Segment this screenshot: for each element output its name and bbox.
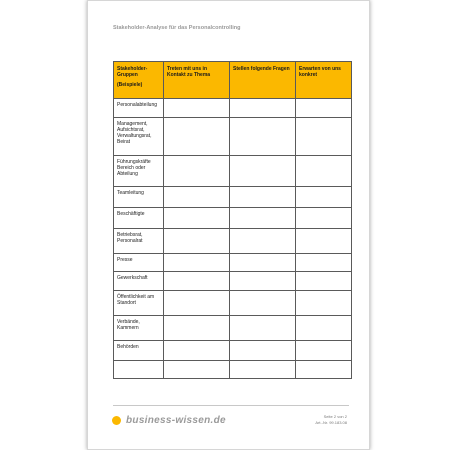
header-contact-topic	[164, 62, 230, 99]
document-title: Stakeholder-Analyse für das Personalcontrolling	[113, 25, 241, 31]
table-row	[114, 229, 352, 254]
header-stakeholder-groups	[114, 62, 164, 99]
empty-cell[interactable]	[296, 254, 352, 272]
empty-cell[interactable]	[164, 316, 230, 341]
brand-dot-icon	[112, 416, 121, 425]
row-label: Beschäftigte	[114, 208, 164, 229]
page-info	[315, 414, 347, 426]
row-label: Verbände, Kammern	[114, 316, 164, 341]
row-label: Behörden	[114, 341, 164, 361]
empty-cell[interactable]	[230, 118, 296, 156]
page-number: Seite 2 von 2	[323, 414, 347, 419]
row-label: Öffentlichkeit am Standort	[114, 291, 164, 316]
empty-cell[interactable]	[230, 99, 296, 118]
table-row	[114, 99, 352, 118]
empty-cell[interactable]	[296, 291, 352, 316]
table-row	[114, 156, 352, 187]
empty-cell[interactable]	[296, 341, 352, 361]
empty-cell[interactable]	[230, 361, 296, 379]
article-number: Art.-Nr. 99.183.08	[315, 420, 347, 425]
empty-cell[interactable]	[164, 361, 230, 379]
empty-cell[interactable]	[164, 229, 230, 254]
table-header-row	[114, 62, 352, 99]
empty-cell[interactable]	[164, 272, 230, 291]
row-label: Presse	[114, 254, 164, 272]
header-questions	[230, 62, 296, 99]
row-label: Betriebsrat, Personalrat	[114, 229, 164, 254]
row-label	[114, 361, 164, 379]
header-label: Stakeholder-Gruppen	[117, 66, 148, 78]
table-row	[114, 316, 352, 341]
empty-cell[interactable]	[230, 291, 296, 316]
empty-cell[interactable]	[230, 229, 296, 254]
table-row	[114, 254, 352, 272]
table-row	[114, 118, 352, 156]
header-sublabel: (Beispiele)	[117, 82, 143, 88]
empty-cell[interactable]	[296, 316, 352, 341]
empty-cell[interactable]	[164, 291, 230, 316]
empty-cell[interactable]	[164, 99, 230, 118]
empty-cell[interactable]	[296, 361, 352, 379]
empty-cell[interactable]	[164, 187, 230, 208]
table-row	[114, 291, 352, 316]
empty-cell[interactable]	[296, 187, 352, 208]
table-row	[114, 361, 352, 379]
table-row	[114, 208, 352, 229]
empty-cell[interactable]	[230, 272, 296, 291]
row-label: Personalabteilung	[114, 99, 164, 118]
brand-name: business-wissen.de	[126, 414, 226, 426]
empty-cell[interactable]	[164, 156, 230, 187]
brand-logo	[112, 413, 226, 427]
empty-cell[interactable]	[296, 272, 352, 291]
empty-cell[interactable]	[230, 341, 296, 361]
table-row	[114, 341, 352, 361]
empty-cell[interactable]	[296, 208, 352, 229]
footer-divider	[113, 405, 349, 406]
header-expectations	[296, 62, 352, 99]
header-label: Stellen folgende Fragen	[233, 66, 290, 72]
row-label: Management, Aufsichtsrat, Verwaltungsrat, Beirat	[114, 118, 164, 156]
empty-cell[interactable]	[164, 341, 230, 361]
empty-cell[interactable]	[230, 156, 296, 187]
document-page	[87, 0, 370, 450]
empty-cell[interactable]	[230, 187, 296, 208]
empty-cell[interactable]	[296, 118, 352, 156]
empty-cell[interactable]	[164, 208, 230, 229]
empty-cell[interactable]	[164, 254, 230, 272]
stakeholder-table	[113, 61, 352, 379]
row-label: Teamleitung	[114, 187, 164, 208]
header-label: Treten mit uns in Kontakt zu Thema	[167, 66, 211, 78]
empty-cell[interactable]	[230, 254, 296, 272]
table-row	[114, 272, 352, 291]
empty-cell[interactable]	[296, 229, 352, 254]
row-label: Führungskräfte Bereich oder Abteilung	[114, 156, 164, 187]
row-label: Gewerkschaft	[114, 272, 164, 291]
empty-cell[interactable]	[296, 156, 352, 187]
header-label: Erwarten von uns konkret	[299, 66, 341, 78]
table-row	[114, 187, 352, 208]
empty-cell[interactable]	[164, 118, 230, 156]
empty-cell[interactable]	[230, 316, 296, 341]
empty-cell[interactable]	[230, 208, 296, 229]
empty-cell[interactable]	[296, 99, 352, 118]
